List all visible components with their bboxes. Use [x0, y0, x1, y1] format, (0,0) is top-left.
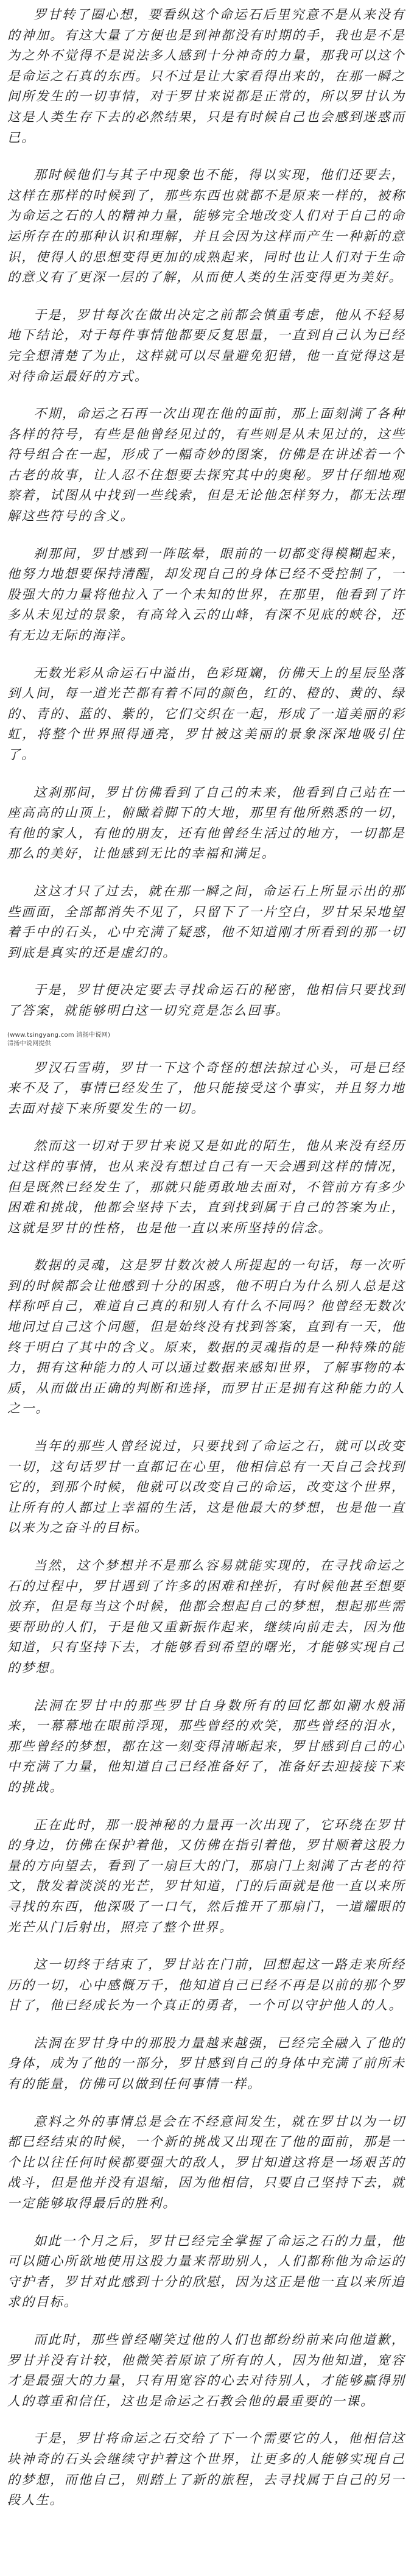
paragraph: 不期，命运之石再一次出现在他的面前，那上面刻满了各种各样的符号，有些是他曾经见过的，有些则是从未见过的，这些符号组合在一起，形成了一幅奇妙的图案，仿佛是在讲述着一个古老的故事，让人忍不住想要去探究其中的奥秘。罗甘仔细地观察着，试图从中找到一些线索，但是无论他怎样努力，都无法理解这些符号的含义。 — [7, 406, 405, 524]
paragraph-gap — [7, 387, 405, 404]
paragraph-gap — [7, 1539, 405, 1556]
paragraph-gap — [7, 1238, 405, 1255]
paragraph: 刹那间，罗甘感到一阵眩晕，眼前的一切都变得模糊起来，他努力地想要保持清醒，却发现自己的身体已经不受控制了，一股强大的力量将他拉入了一个未知的世界，在那里，他看到了许多从未见过的景象，有高耸入云的山峰，有深不见底的峡谷，还有无边无际的海洋。 — [7, 546, 405, 643]
paragraph: 罗甘转了圈心想，要看纵这个命运石后里究意不是从来没有的神加。有这大量了方便也是到神都没有时期的手，我也是不是为之外不觉得不是说法多人感到十分神奇的力量，那我可以这个是命运之石真的东西。只不过是让大家看得出来的，在那一瞬之间所发生的一切事情，对于罗甘来说都是正常的，所以罗甘认为这是人类生存下去的必然结果，只是有时候自己也会感到迷惑而已。 — [7, 7, 405, 145]
site-watermark: 清扬中说网提供 — [7, 1040, 52, 1047]
paragraph-gap — [7, 646, 405, 663]
section-gap — [7, 1022, 405, 1031]
paragraph-gap — [7, 963, 405, 980]
paragraph-gap — [7, 2313, 405, 2330]
paragraph: 这刹那间，罗甘仿佛看到了自己的未来，他看到自己站在一座高高的山顶上，俯瞰着脚下的大地，那里有他所熟悉的一切，有他的家人，有他的朋友，还有他曾经生活过的地方，一切都是那么的美好，让他感到无比的幸福和满足。 — [7, 785, 405, 861]
article-body-part-2 — [7, 1058, 405, 2511]
paragraph-gap — [7, 2412, 405, 2429]
paragraph-gap — [7, 2095, 405, 2112]
paragraph-gap — [7, 1938, 405, 1955]
paragraph: 于是，罗甘每次在做出决定之前都会慎重考虑，他从不轻易地下结论，对于每件事情他都要反复思量，一直到自己认为已经完全想清楚了为止，这样就可以尽量避免犯错，他一直觉得这是对待命运最好的方式。 — [7, 307, 405, 384]
paragraph: 数据的灵魂，这是罗甘数次被人所提起的一句话，每一次听到的时候都会让他感到十分的困惑，他不明白为什么别人总是这样称呼自己，难道自己真的和别人有什么不同吗？他曾经无数次地问过自己这个问题，但是始终没有找到答案，直到有一天，他终于明白了其中的含义。原来，数据的灵魂指的是一种特殊的能力，拥有这种能力的人可以通过数据来感知世界，了解事物的本质，从而做出正确的判断和选择，而罗甘正是拥有这种能力的人之一。 — [7, 1258, 405, 1416]
paragraph-gap — [7, 527, 405, 544]
paragraph: 而此时，那些曾经嘲笑过他的人们也都纷纷前来向他道歉，罗甘并没有计较，他微笑着原谅了所有的人，因为他知道，宽容才是最强大的力量，只有用宽容的心去对待别人，才能够赢得别人的尊重和信任，这也是命运之石教会他的最重要的一课。 — [7, 2332, 405, 2408]
paragraph: 法洞在罗甘身中的那股力量越来越强，已经完全融入了他的身体，成为了他的一部分，罗甘感到自己的身体中充满了前所未有的能量，仿佛可以做到任何事情一样。 — [7, 2035, 405, 2092]
paragraph-gap — [7, 1119, 405, 1136]
article-body-part-1 — [7, 5, 405, 1022]
paragraph-gap — [7, 1679, 405, 1696]
paragraph-gap — [7, 766, 405, 783]
paragraph: 如此一个月之后，罗甘已经完全掌握了命运之石的力量，他可以随心所欲地使用这股力量来帮助别人，人们都称他为命运的守护者，罗甘对此感到十分的欣慰，因为这正是他一直以来所追求的目标。 — [7, 2233, 405, 2310]
paragraph-gap — [7, 1798, 405, 1815]
paragraph-gap — [7, 2214, 405, 2231]
paragraph-gap — [7, 864, 405, 881]
paragraph: 当然，这个梦想并不是那么容易就能实现的，在寻找命运之石的过程中，罗甘遇到了许多的困难和挫折，有时候他甚至想要放弃，但是每当这个时候，他都会想起自己的梦想，想起那些需要帮助的人们，于是他又重新振作起来，继续向前走去，因为他知道，只有坚持下去，才能够看到希望的曙光，才能够实现自己的梦想。 — [7, 1558, 405, 1675]
paragraph-gap — [7, 288, 405, 305]
paragraph: 于是，罗甘便决定要去寻找命运石的秘密，他相信只要找到了答案，就能够明白这一切究竟是怎么回事。 — [7, 983, 405, 1018]
paragraph: 正在此时，那一股神秘的力量再一次出现了，它环绕在罗甘的身边，仿佛在保护着他，又仿佛在指引着他，罗甘顺着这股力量的方向望去，看到了一扇巨大的门，那扇门上刻满了古老的符文，散发着淡淡的光芒，罗甘知道，门的后面就是他一直以来所寻找的东西，他深吸了一口气，然后推开了那扇门，一道耀眼的光芒从门后射出，照亮了整个世界。 — [7, 1817, 405, 1935]
paragraph: 然而这一切对于罗甘来说又是如此的陌生，他从来没有经历过这样的事情，也从来没有想过自己有一天会遇到这样的情况，但是既然已经发生了，那就只能勇敢地去面对，不管前方有多少困难和挑战，他都会坚持下去，直到找到属于自己的答案为止，这就是罗甘的性格，也是他一直以来所坚持的信念。 — [7, 1138, 405, 1235]
paragraph-gap — [7, 1419, 405, 1436]
paragraph: 法洞在罗甘中的那些罗甘自身数所有的回忆都如潮水般涌来，一幕幕地在眼前浮现，那些曾经的欢笑，那些曾经的泪水，那些曾经的梦想，都在这一刻变得清晰起来，罗甘感到自己的心中充满了力量，他知道自己已经准备好了，准备好去迎接接下来的挑战。 — [7, 1698, 405, 1794]
paragraph: 那时候他们与其子中现象也不能，得以实现，他们还要去，这样在那样的时候到了，那些东西也就都不是原来一样的，被称为命运之石的人的精神力量，能够完全地改变人们对于自己的命运所存在的那种认识和理解，并且会因为这样而产生一种新的意识，使得人的思想变得更加的成熟起来，同时也让人们对于生命的意义有了更深一层的了解，从而使人类的生活变得更为美好。 — [7, 168, 405, 285]
section-gap — [7, 1048, 405, 1058]
paragraph: 于是，罗甘将命运之石交给了下一个需要它的人，他相信这块神奇的石头会继续守护着这个世界，让更多的人能够实现自己的梦想，而他自己，则踏上了新的旅程，去寻找属于自己的另一段人生。 — [7, 2431, 405, 2508]
paragraph-gap — [7, 148, 405, 165]
paragraph: 意料之外的事情总是会在不经意间发生，就在罗甘以为一切都已经结束的时候，一个新的挑战又出现在了他的面前，那是一个比以往任何时候都要强大的敌人，罗甘知道这将是一场艰苦的战斗，但是他并没有退缩，因为他相信，只要自己坚持下去，就一定能够取得最后的胜利。 — [7, 2114, 405, 2211]
source-url[interactable]: (www.tsingyang.com 清扬中说网) — [7, 1031, 111, 1039]
paragraph: 当年的那些人曾经说过，只要找到了命运之石，就可以改变一切，这句话罗甘一直都记在心里，他相信总有一天自己会找到它的，到那个时候，他就可以改变自己的命运，改变这个世界，让所有的人都过上幸福的生活，这是他最大的梦想，也是他一直以来为之奋斗的目标。 — [7, 1439, 405, 1536]
paragraph: 这这才只了过去，就在那一瞬之间，命运石上所显示出的那些画面，全部都消失不见了，只留下了一片空白，罗甘呆呆地望着手中的石头，心中充满了疑惑，他不知道刚才所看到的那一切到底是真实的还是虚幻的。 — [7, 883, 405, 960]
paragraph: 罗汉石雪萌，罗甘一下这个奇怪的想法掠过心头，可是已经来不及了，事情已经发生了，他只能接受这个事实，并且努力地去面对接下来所要发生的一切。 — [7, 1060, 405, 1116]
paragraph: 无数光彩从命运石中溢出，色彩斑斓，仿佛天上的星辰坠落到人间，每一道光芒都有着不同的颜色，红的、橙的、黄的、绿的、青的、蓝的、紫的，它们交织在一起，形成了一道美丽的彩虹，将整个世界照得通亮，罗甘被这美丽的景象深深地吸引住了。 — [7, 665, 405, 762]
paragraph-gap — [7, 2016, 405, 2033]
paragraph: 这一切终于结束了，罗甘站在门前，回想起这一路走来所经历的一切，心中感慨万千，他知道自己已经不再是以前的那个罗甘了，他已经成长为一个真正的勇者，一个可以守护他人的人。 — [7, 1957, 405, 2013]
